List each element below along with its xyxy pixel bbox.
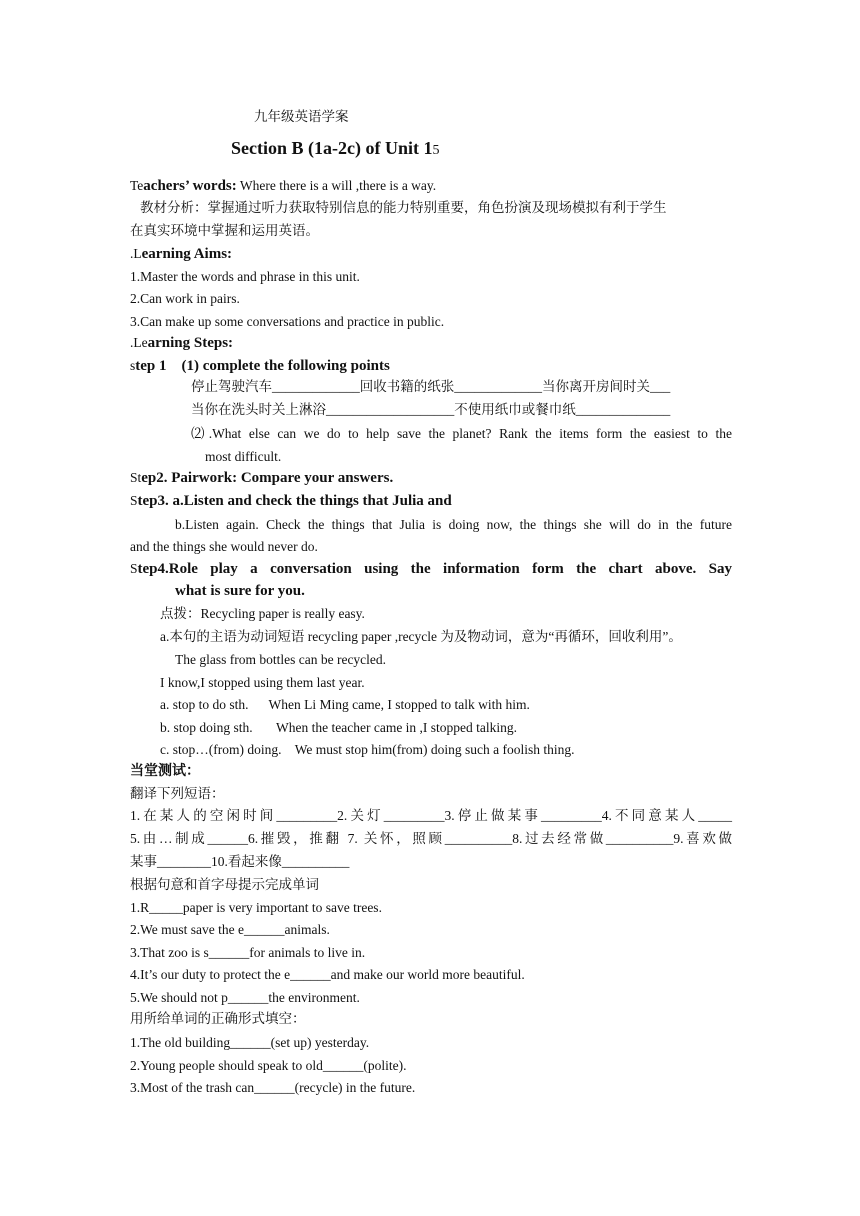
step4-heading	[130, 559, 732, 579]
tip-stop-from-doing: c. stop…(from) doing. We must stop him(from) doing such a foolish thing.	[160, 742, 575, 757]
steps-heading-text: arning Steps:	[147, 335, 234, 351]
aim-item: 2.Can work in pairs.	[130, 291, 240, 306]
step1-text: tep 1 (1) complete the following points	[135, 358, 390, 374]
aims-heading	[130, 244, 732, 264]
tip-line: 点拨：Recycling paper is really easy.	[160, 606, 365, 621]
step2-text: ep2. Pairwork: Compare your answers.	[141, 470, 394, 486]
teachers-words-prefix: Te	[130, 178, 144, 193]
fill-item: 3.That zoo is s______for animals to live in.	[130, 945, 366, 960]
step4-text-cont: what is sure for you.	[175, 583, 305, 599]
tip-stop-doing: b. stop doing sth. When the teacher came in ,I stopped talking.	[160, 720, 518, 735]
step4-text: tep4.Role play a conversation using the information form the chart above. Say	[137, 561, 732, 577]
unit-title-main: Section B (1a-2c) of Unit 1	[231, 138, 433, 158]
aims-heading-text: earning Aims:	[141, 246, 233, 262]
teachers-words-label: achers’ words:	[143, 178, 237, 194]
translate-line-2: 5.由…制成______6.摧毁，推翻 7. 关怀，照顾__________8.过去经常做__________9.喜欢做	[130, 831, 732, 846]
steps-heading	[130, 333, 732, 353]
form-item: 2.Young people should speak to old______(polite).	[130, 1058, 407, 1073]
fill-item: 4.It’s our duty to protect the e______and make our world more beautiful.	[130, 967, 525, 982]
step4-prefix: S	[130, 561, 138, 576]
analysis-line-2: 在真实环境中掌握和运用英语。	[130, 223, 319, 238]
step1-question-2-line-2: most difficult.	[205, 449, 282, 464]
step4-line-2	[175, 581, 777, 601]
step2-heading	[130, 468, 732, 488]
fill-heading: 根据句意和首字母提示完成单词	[130, 877, 319, 892]
teachers-words	[130, 176, 732, 196]
translate-line-3: 某事________10.看起来像__________	[130, 854, 350, 869]
tip-a: a.本句的主语为动词短语 recycling paper ,recycle 为及物动词，意为“再循环，回收利用”。	[160, 629, 682, 644]
step2-prefix: St	[130, 470, 142, 485]
step3-b-line-2: and the things she would never do.	[130, 539, 318, 554]
test-heading: 当堂测试：	[130, 763, 200, 779]
form-heading: 用所给单词的正确形式填空：	[130, 1011, 306, 1026]
unit-title-tail: 5	[432, 143, 440, 158]
step1-line-2: 当你在洗头时关上淋浴___________________不使用纸巾或餐巾纸______________	[191, 402, 671, 417]
step3-prefix: S	[130, 493, 138, 508]
translate-line-1: 1.在某人的空闲时间_________2.关灯_________3.停止做某事_________4.不同意某人_____	[130, 808, 732, 823]
form-item: 3.Most of the trash can______(recycle) in the future.	[130, 1080, 416, 1095]
step3-heading	[130, 491, 732, 511]
step3-b-line-1: b.Listen again. Check the things that Julia is doing now, the things she will do in the future	[175, 517, 732, 532]
tip-stop-to-do: a. stop to do sth. When Li Ming came, I stopped to talk with him.	[160, 697, 530, 712]
unit-title	[231, 138, 439, 159]
analysis-line-1: 教材分析：掌握通过听力获取特别信息的能力特别重要，角色扮演及现场模拟有利于学生	[140, 200, 667, 215]
aim-item: 1.Master the words and phrase in this unit.	[130, 269, 360, 284]
fill-item: 2.We must save the e______animals.	[130, 922, 330, 937]
grade-title: 九年级英语学案	[254, 109, 349, 124]
teachers-words-text: Where there is a will ,there is a way.	[236, 178, 437, 193]
step1-line-1: 停止驾驶汽车_____________回收书籍的纸张_____________当你离开房间时关___	[191, 379, 671, 394]
step1-prefix: s	[130, 358, 136, 373]
fill-item: 5.We should not p______the environment.	[130, 990, 360, 1005]
aim-item: 3.Can make up some conversations and practice in public.	[130, 314, 445, 329]
step3-text: tep3. a.Listen and check the things that Julia and	[137, 493, 452, 509]
aims-heading-prefix: .L	[130, 246, 142, 261]
step1-question-2-line-1: ⑵.What else can we do to help save the planet? Rank the items form the easiest to the	[191, 426, 732, 441]
fill-item: 1.R_____paper is very important to save trees.	[130, 900, 382, 915]
form-item: 1.The old building______(set up) yesterday.	[130, 1035, 370, 1050]
tip-know: I know,I stopped using them last year.	[160, 675, 365, 690]
steps-heading-prefix: .Le	[130, 335, 148, 350]
translate-heading: 翻译下列短语：	[130, 786, 225, 801]
step1-heading	[130, 356, 732, 376]
tip-a-example: The glass from bottles can be recycled.	[175, 652, 387, 667]
